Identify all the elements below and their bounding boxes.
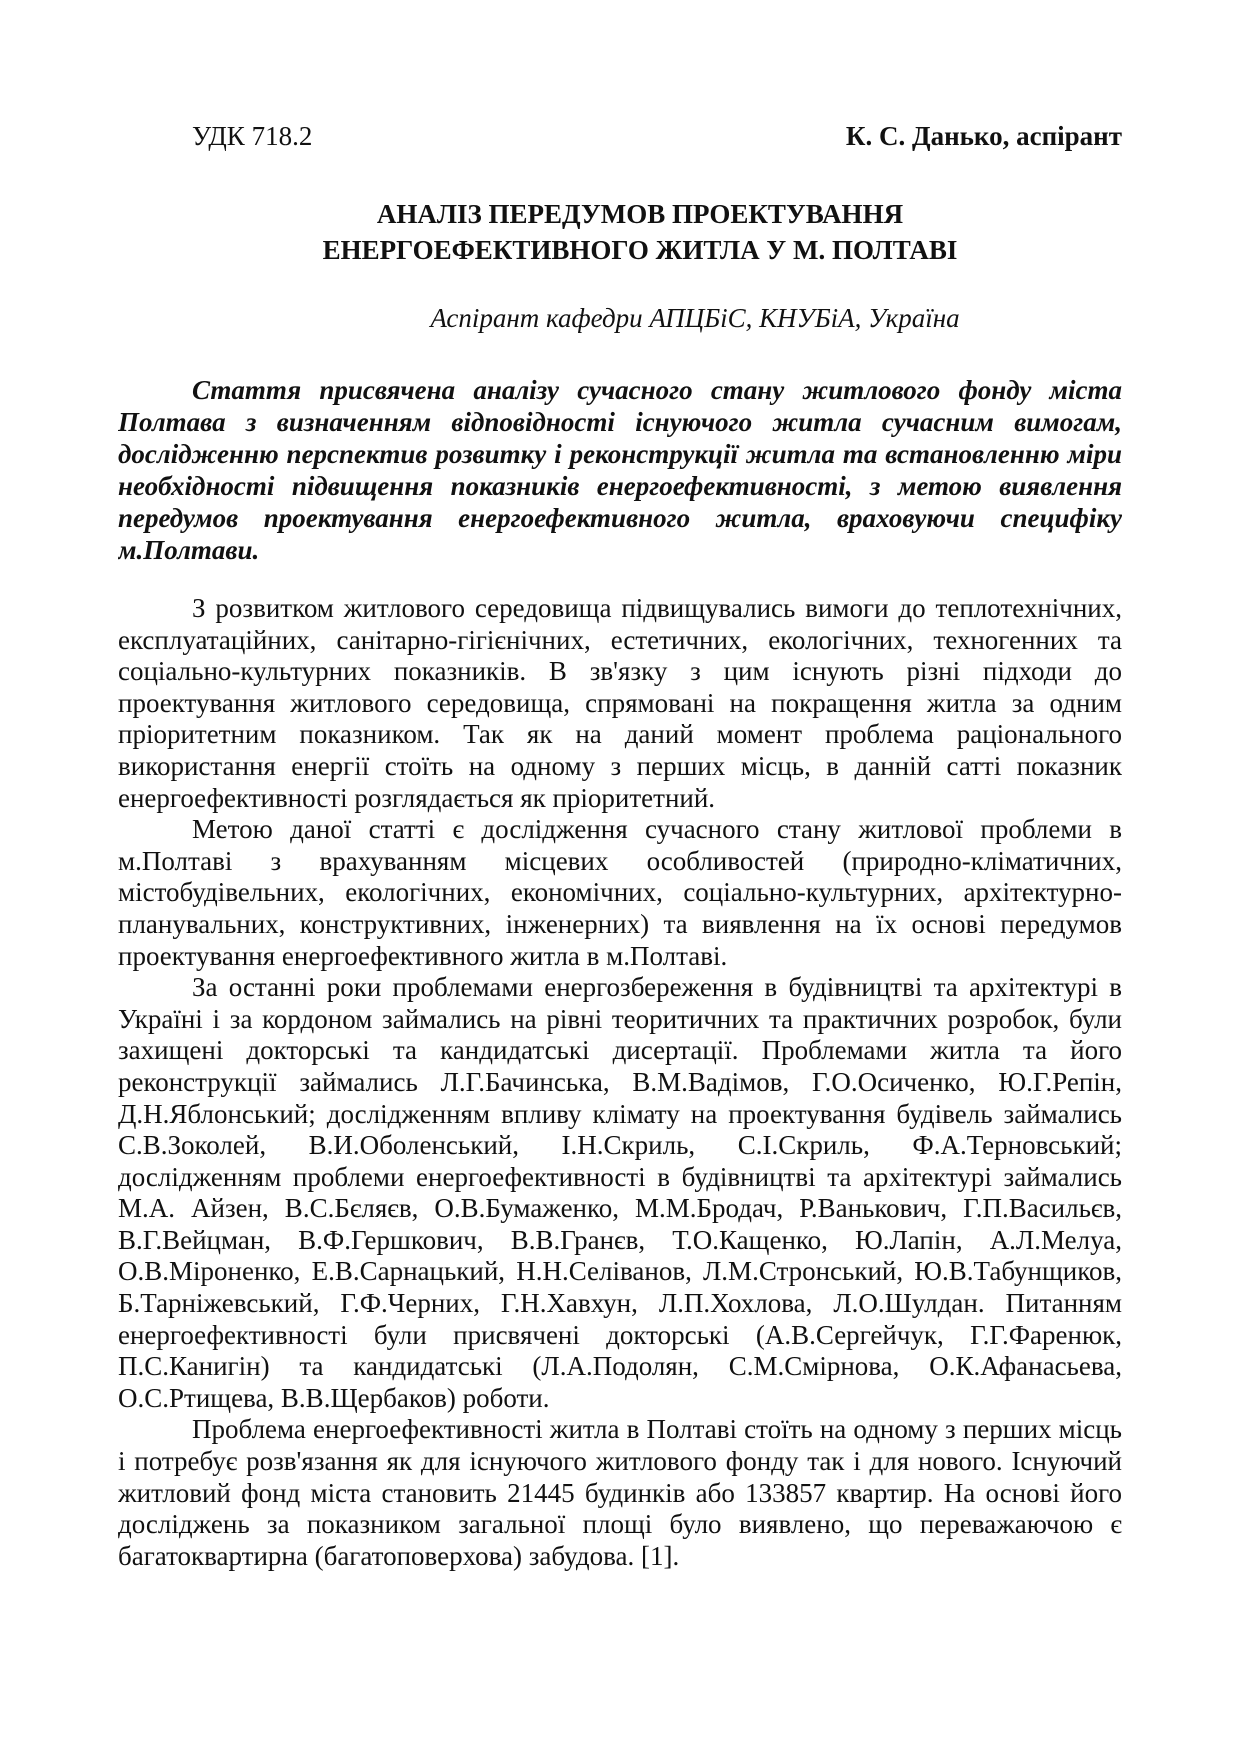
title-line-1: АНАЛІЗ ПЕРЕДУМОВ ПРОЕКТУВАННЯ [376, 199, 904, 229]
author-name: К. С. Данько, аспірант [845, 121, 1122, 151]
body-paragraph-4: Проблема енергоефективності житла в Полтаві стоїть на одному з перших місць і потребує розв'язання як для існуючого житлового фонду так і для нового. Існуючий житловий фонд міста становить 21445 будинків або 133857 квартир. На основі його досліджень за показником загальної площі було виявлено, що переважаючою є багатоквартирна (багатоповерхова) забудова. [1]. [118, 1414, 1122, 1571]
abstract: Стаття присвячена аналізу сучасного стану житлового фонду міста Полтава з визначенням відповідності існуючого житла сучасним вимогам, дослідженню перспектив розвитку і реконструкції житла та встановленню міри необхідності підвищення показників енергоефективності, з метою виявлення передумов проектування енергоефективного житла, враховуючи специфіку м.Полтави. [118, 375, 1122, 565]
body-paragraph-1: З розвитком житлового середовища підвищувались вимоги до теплотехнічних, експлуатаційних, санітарно-гігієнічних, естетичних, екологічних, техногенних та соціально-культурних показників. В зв'язку з цим існують різні підходи до проектування житлового середовища, спрямовані на покращення житла за одним пріоритетним показником. Так як на даний момент проблема раціонального використання енергії стоїть на одному з перших місць, в данній сатті показник енергоефективності розглядається як пріоритетний. [118, 593, 1122, 813]
document-page [118, 118, 1122, 1698]
author-affiliation: Аспірант кафедри АПЦБіС, КНУБіА, Україна [430, 303, 960, 333]
title-line-2: ЕНЕРГОЕФЕКТИВНОГО ЖИТЛА У М. ПОЛТАВІ [322, 235, 958, 265]
article-header [192, 118, 1122, 158]
body-paragraph-2: Метою даної статті є дослідження сучасного стану житлової проблеми в м.Полтаві з врахуванням місцевих особливостей (природно-кліматичних, містобудівельних, екологічних, економічних, соціально-культурних, архітектурно-планувальних, конструктивних, інженерних) та виявлення на їх основі передумов проектування енергоефективного житла в м.Полтаві. [118, 814, 1122, 971]
body-paragraph-3: За останні роки проблемами енергозбереження в будівництві та архітектурі в Україні і за кордоном займались на рівні теоритичних та практичних розробок, були захищені докторські та кандидатські дисертації. Проблемами житла та його реконструкції займались Л.Г.Бачинська, В.М.Вадімов, Г.О.Осиченко, Ю.Г.Репін, Д.Н.Яблонський; дослідженням впливу клімату на проектування будівель займались С.В.Зоколей, В.И.Оболенський, І.Н.Скриль, С.І.Скриль, Ф.А.Терновський; дослідженням проблеми енергоефективності в будівництві та архітектурі займались М.А. Айзен, В.С.Бєляєв, О.В.Бумаженко, М.М.Бродач, Р.Ванькович, Г.П.Васильєв, В.Г.Вейцман, В.Ф.Гершкович, В.В.Гранєв, Т.О.Кащенко, Ю.Лапін, А.Л.Мелуа, О.В.Міроненко, Е.В.Сарнацький, Н.Н.Селіванов, Л.М.Стронський, Ю.В.Табунщиков, Б.Тарніжевський, Г.Ф.Черних, Г.Н.Хавхун, Л.П.Хохлова, Л.О.Шулдан. Питанням енергоефективності були присвячені докторські (А.В.Сергейчук, Г.Г.Фаренюк, П.С.Канигін) та кандидатські (Л.А.Подолян, С.М.Смірнова, О.К.Афанасьева, О.С.Ртищева, В.В.Щербаков) роботи. [118, 972, 1122, 1413]
udk-code: УДК 718.2 [192, 121, 313, 151]
article-title [118, 196, 1122, 268]
